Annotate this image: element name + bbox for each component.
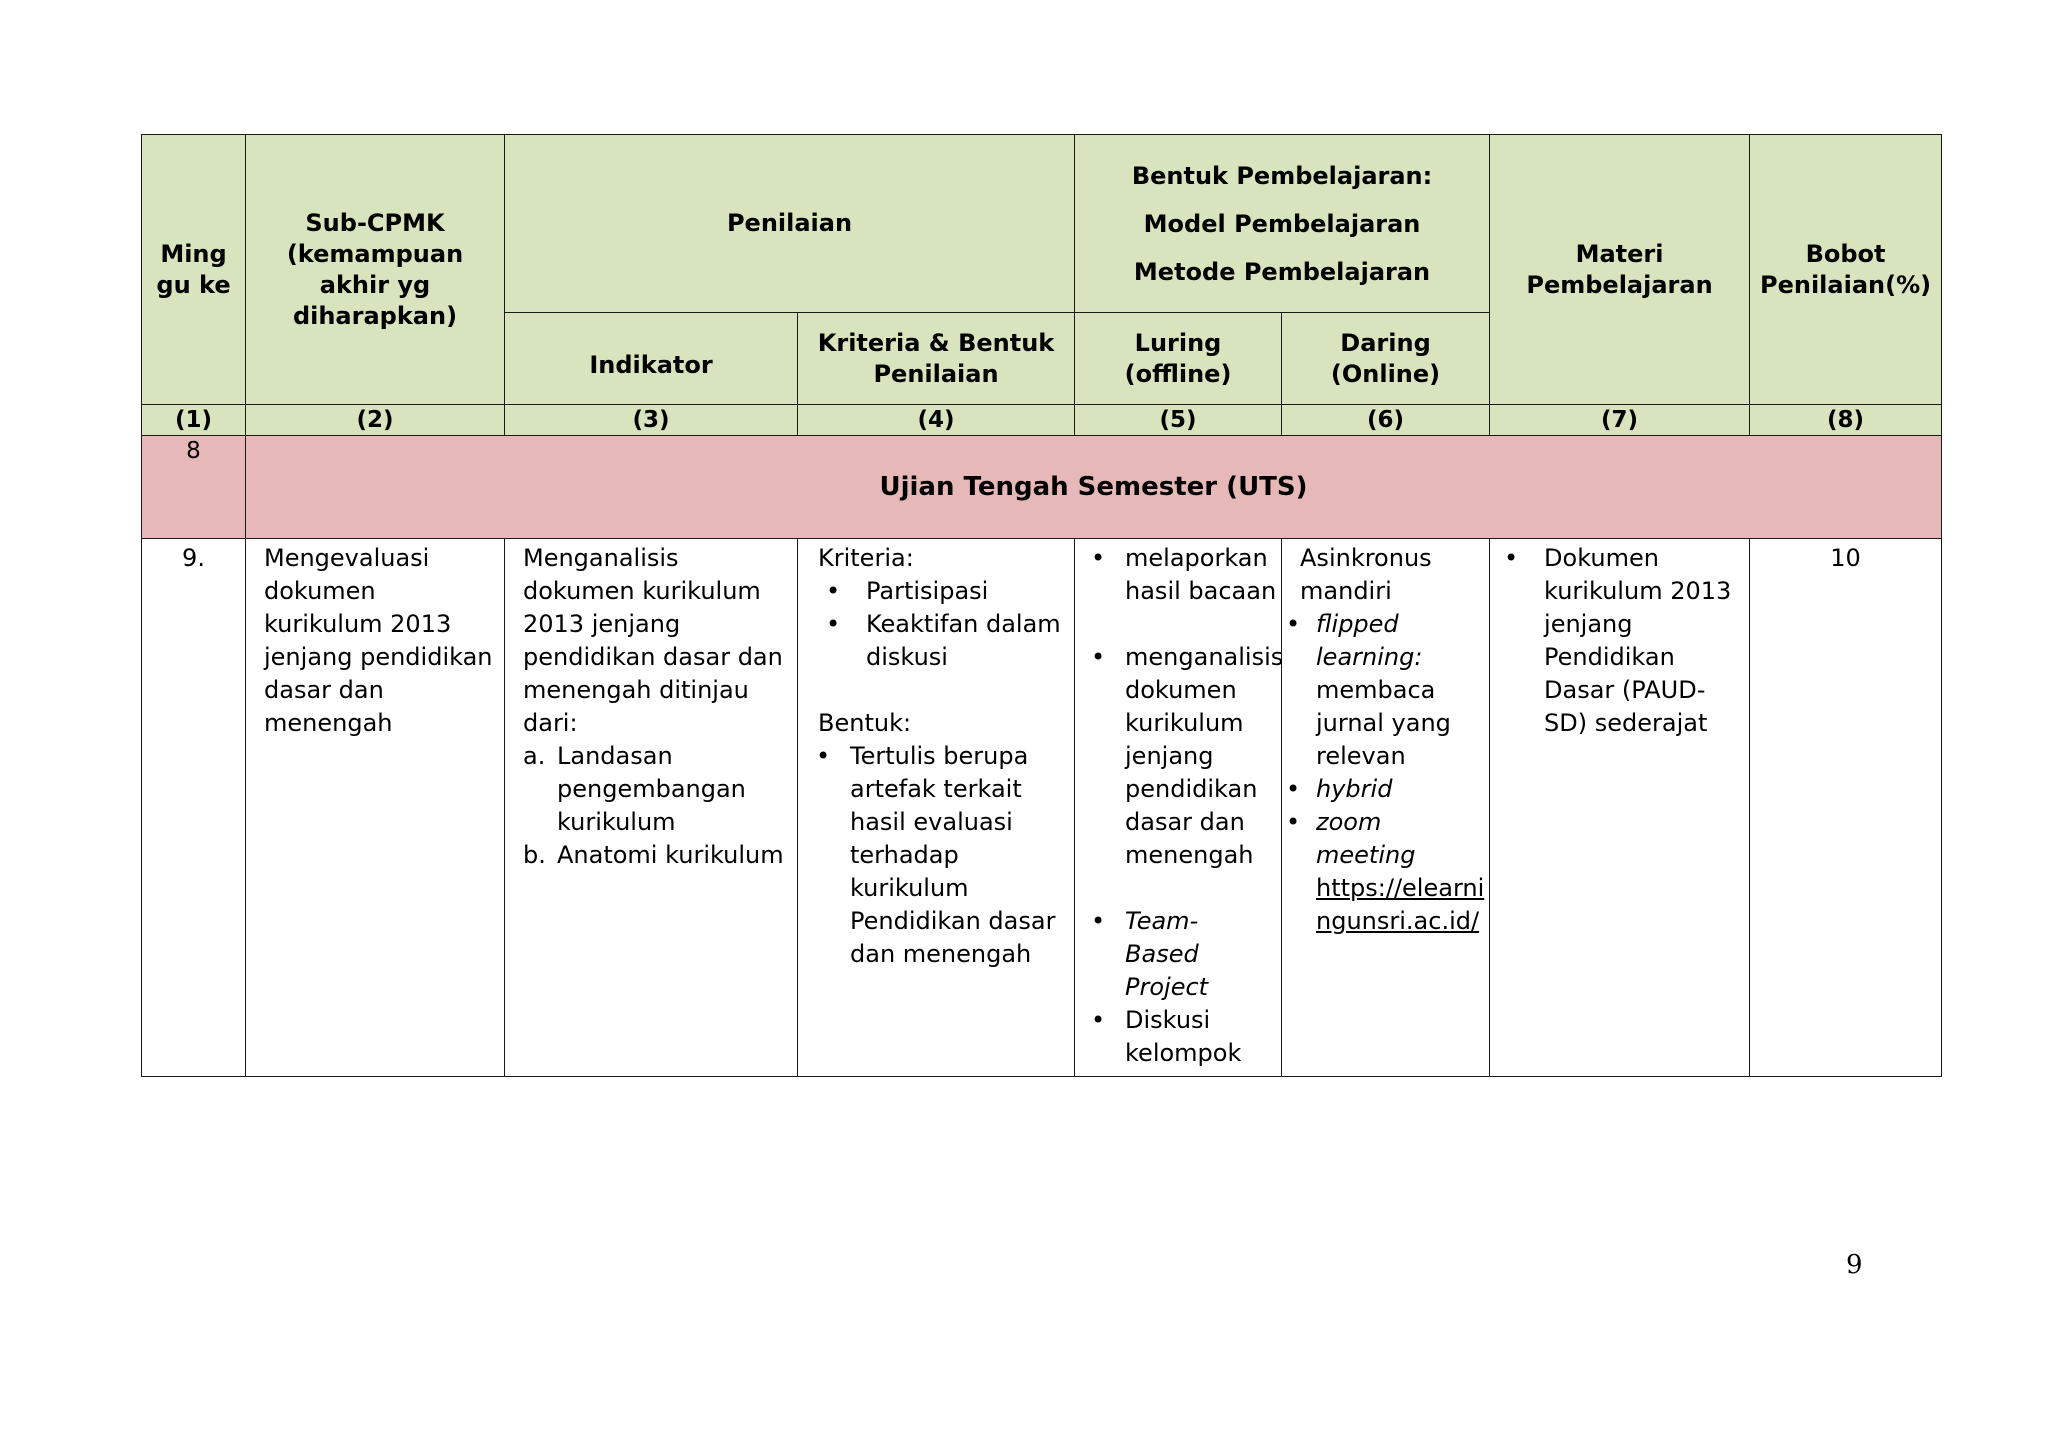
column-number: (2) [246, 405, 505, 436]
header-indikator [505, 313, 798, 405]
header-week [142, 135, 246, 405]
week-9-daring [1282, 539, 1490, 1077]
list-item [1093, 542, 1277, 608]
indikator-intro: Menganalisis dokumen kurikulum 2013 jenjang pendidikan dasar dan menengah ditinjau dari: [523, 544, 783, 737]
list-item [1286, 608, 1485, 773]
list-item-text: Anatomi kurikulum [557, 841, 784, 869]
header-row-1 [142, 135, 1942, 313]
header-penilaian [505, 135, 1075, 313]
header-materi [1490, 135, 1750, 405]
list-item-text: Team- Based Project [1125, 907, 1209, 1001]
list-marker: b. [523, 841, 546, 869]
bullet-icon: • [1091, 643, 1106, 671]
column-number: (4) [798, 405, 1075, 436]
list-item-text: Dokumen kurikulum 2013 jenjang Pendidikan Dasar (PAUD-SD) sederajat [1544, 544, 1732, 737]
header-daring [1282, 313, 1490, 405]
list-item [1286, 773, 1485, 806]
uts-row [142, 436, 1942, 539]
indikator-list [523, 740, 793, 872]
header-kriteria [798, 313, 1075, 405]
list-item [818, 608, 1070, 674]
list-spacer [1093, 608, 1277, 641]
header-penilaian-label: Penilaian [726, 209, 853, 237]
bullet-icon: • [826, 610, 841, 638]
header-daring-label: Daring (Online) [1330, 328, 1441, 388]
header-luring-label: Luring (offline) [1124, 328, 1232, 388]
list-item-text: Partisipasi [866, 577, 989, 605]
header-bobot [1750, 135, 1942, 405]
column-number: (5) [1075, 405, 1282, 436]
list-item-text: zoom meeting [1316, 808, 1416, 869]
column-number: (1) [142, 405, 246, 436]
header-bobot-label: Bobot Penilaian(%) [1759, 239, 1932, 299]
bullet-icon: • [1091, 544, 1106, 572]
week-9-number: 9. [142, 539, 246, 1077]
header-luring [1075, 313, 1282, 405]
uts-title: Ujian Tengah Semester (UTS) [246, 436, 1942, 539]
week-9-indikator [505, 539, 798, 1077]
list-item-text: flipped learning: [1316, 610, 1423, 671]
header-indikator-label: Indikator [589, 351, 713, 379]
bullet-icon: • [1286, 610, 1301, 638]
column-number: (7) [1490, 405, 1750, 436]
kriteria-label: Kriteria: [818, 544, 914, 572]
list-item-text: menganalisis dokumen kurikulum jenjang pendidikan dasar dan menengah [1125, 643, 1284, 869]
week-9-bobot: 10 [1750, 539, 1942, 1077]
column-number: (3) [505, 405, 798, 436]
week-9-luring [1075, 539, 1282, 1077]
week-9-row [142, 539, 1942, 1077]
list-item [1093, 1004, 1277, 1070]
header-kriteria-label: Kriteria & Bentuk Penilaian [817, 328, 1055, 388]
bullet-icon: • [816, 742, 831, 770]
rps-table [141, 134, 1942, 1077]
bentuk-list [818, 740, 1070, 971]
header-sub-cpmk [246, 135, 505, 405]
list-item [523, 839, 793, 872]
daring-intro: Asinkronus mandiri [1300, 544, 1432, 605]
bullet-icon: • [1504, 544, 1519, 572]
elearning-link[interactable]: https://elearningunsri.ac.id/ [1316, 874, 1485, 935]
list-item [818, 575, 1070, 608]
uts-week-number: 8 [142, 436, 246, 539]
list-spacer [1093, 872, 1277, 905]
column-number-row [142, 405, 1942, 436]
list-item [1093, 905, 1277, 1004]
list-item [818, 740, 1070, 971]
list-item [1498, 542, 1745, 740]
list-item-text: hybrid [1316, 775, 1393, 803]
list-item-text: Tertulis berupa artefak terkait hasil evaluasi terhadap kurikulum Pendidikan dasar dan menengah [850, 742, 1056, 968]
header-bentuk-line1: Bentuk Pembelajaran: [1131, 161, 1433, 190]
list-item [523, 740, 793, 839]
header-materi-label: Materi Pembelajaran [1526, 239, 1713, 299]
column-number: (8) [1750, 405, 1942, 436]
header-sub-cpmk-label: Sub-CPMK (kemampuan akhir yg diharapkan) [286, 208, 464, 330]
column-number: (6) [1282, 405, 1490, 436]
header-week-label: Ming gu ke [156, 239, 231, 299]
bullet-icon: • [826, 577, 841, 605]
bullet-icon: • [1091, 1006, 1106, 1034]
luring-list [1091, 542, 1284, 1070]
list-item-text: Keaktifan dalam diskusi [866, 610, 1061, 671]
list-item [1091, 641, 1284, 872]
header-bentuk-pembelajaran [1075, 135, 1490, 313]
materi-list [1498, 542, 1745, 740]
bentuk-label: Bentuk: [818, 709, 912, 737]
week-9-sub-cpmk: Mengevaluasi dokumen kurikulum 2013 jenjang pendidikan dasar dan menengah [246, 539, 505, 1077]
list-item [1286, 806, 1485, 938]
list-item-text: Diskusi kelompok [1125, 1006, 1242, 1067]
daring-list [1286, 608, 1485, 938]
list-marker: a. [523, 742, 546, 770]
header-bentuk-line2: Model Pembelajaran [1143, 209, 1421, 238]
bullet-icon: • [1286, 775, 1301, 803]
list-item-text: melaporkan hasil bacaan [1125, 544, 1277, 605]
list-item-text: membaca jurnal yang relevan [1316, 676, 1451, 770]
bullet-icon: • [1286, 808, 1301, 836]
bullet-icon: • [1091, 907, 1106, 935]
week-9-materi [1490, 539, 1750, 1077]
list-item-text: Landasan pengembangan kurikulum [557, 742, 746, 836]
page-number: 9 [1846, 1250, 1863, 1280]
header-bentuk-line3: Metode Pembelajaran [1133, 257, 1431, 286]
kriteria-list [818, 575, 1070, 674]
week-9-kriteria [798, 539, 1075, 1077]
